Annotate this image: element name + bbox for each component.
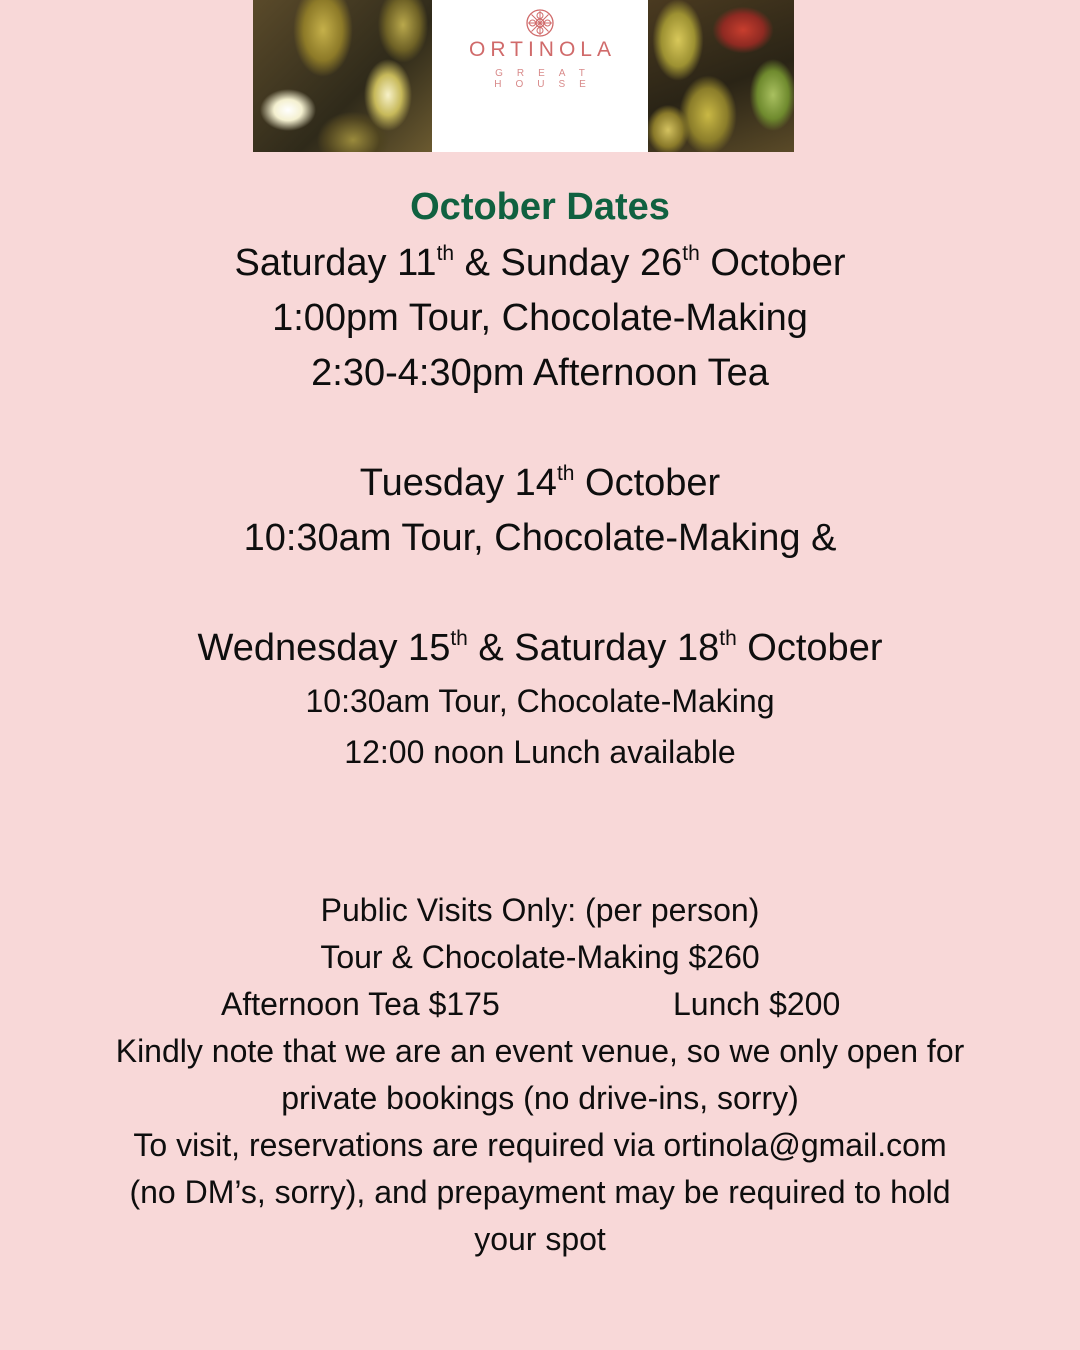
date-text: Tuesday 14	[359, 462, 557, 504]
month-text: October	[574, 462, 721, 504]
schedule-line: 1:00pm Tour, Chocolate-Making	[272, 297, 808, 339]
note-line: Kindly note that we are an event venue, so we only open for	[115, 1033, 965, 1069]
schedule-dates-2	[0, 462, 1080, 505]
logo-brand-subtitle: GREAT HOUSE	[494, 68, 600, 90]
schedule-line: 10:30am Tour, Chocolate-Making	[305, 683, 775, 719]
schedule-dates-3	[0, 627, 1080, 670]
ordinal-suffix: th	[682, 242, 700, 265]
header-banner	[253, 0, 794, 152]
ordinal-suffix: th	[450, 627, 468, 650]
note-line: your spot	[474, 1221, 606, 1257]
logo-brand-name: ORTINOLA	[469, 38, 616, 61]
schedule-line: 12:00 noon Lunch available	[344, 734, 736, 770]
date-text: & Saturday 18	[467, 627, 720, 669]
date-text: Wednesday 15	[197, 627, 451, 669]
ortinola-logo	[432, 0, 648, 152]
pricing-title: Public Visits Only: (per person)	[320, 892, 760, 928]
price-afternoon-tea: Afternoon Tea $175	[221, 986, 500, 1022]
cacao-pods-photo-left	[253, 0, 432, 152]
ordinal-suffix: th	[719, 627, 737, 650]
ordinal-suffix: th	[556, 462, 575, 485]
ordinal-suffix: th	[436, 242, 455, 265]
price-lunch: Lunch $200	[673, 986, 841, 1022]
schedule-line: 10:30am Tour, Chocolate-Making &	[243, 517, 837, 559]
note-line: To visit, reservations are required via ortinola@gmail.com	[133, 1127, 947, 1163]
page-title: October Dates	[410, 186, 670, 228]
date-text: Saturday 11	[234, 242, 437, 284]
price-row	[0, 986, 1080, 1026]
cacao-pods-photo-right	[648, 0, 794, 152]
note-line: (no DM’s, sorry), and prepayment may be required to hold	[129, 1174, 951, 1210]
schedule-line: 2:30-4:30pm Afternoon Tea	[311, 352, 769, 394]
schedule-dates-1	[0, 242, 1080, 285]
month-text: October	[736, 627, 883, 669]
note-line: private bookings (no drive-ins, sorry)	[281, 1080, 799, 1116]
date-text: & Sunday 26	[454, 242, 683, 284]
month-text: October	[699, 242, 846, 284]
price-tour: Tour & Chocolate-Making $260	[320, 939, 760, 975]
mandala-logo-icon	[525, 8, 555, 38]
